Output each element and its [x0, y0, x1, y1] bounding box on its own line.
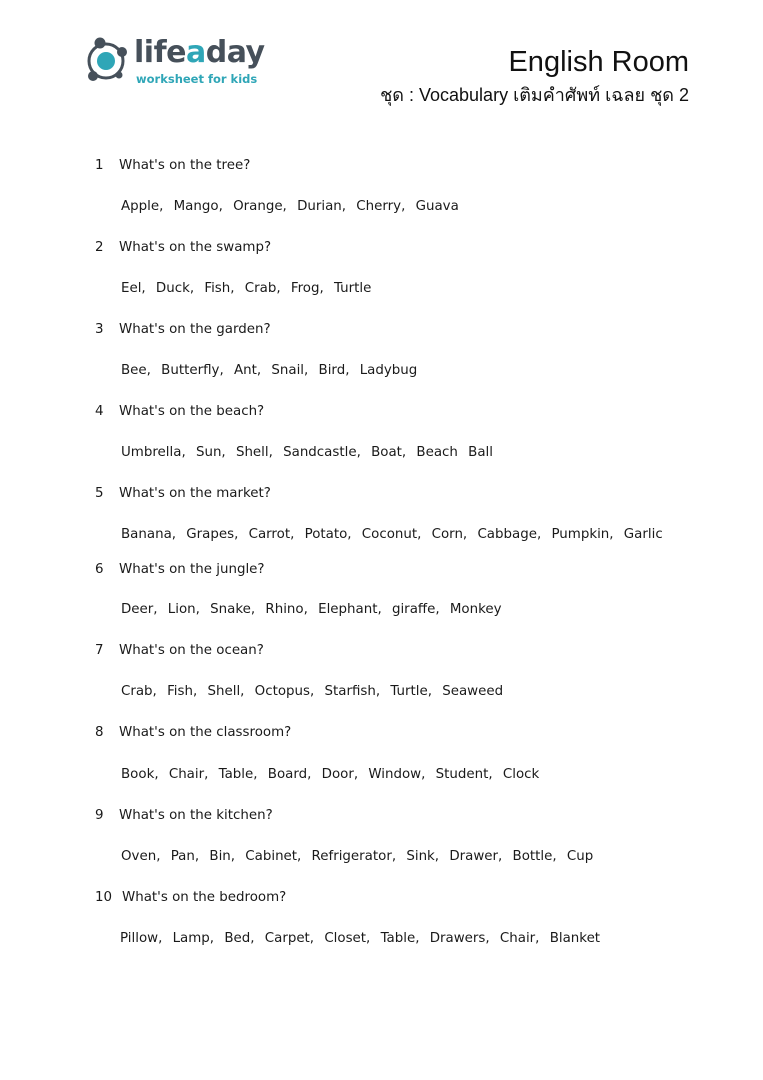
question-number: 1 — [95, 158, 104, 173]
answer-line: Deer, Lion, Snake, Rhino, Elephant, giraffe, Monkey — [121, 602, 502, 617]
question-number: 8 — [95, 725, 104, 740]
question-text: What's on the market? — [119, 486, 271, 501]
question-text: What's on the classroom? — [119, 725, 292, 740]
answer-line: Oven, Pan, Bin, Cabinet, Refrigerator, Sink, Drawer, Bottle, Cup — [121, 849, 594, 864]
question-text: What's on the beach? — [119, 404, 265, 419]
lifeaday-logo — [84, 34, 274, 90]
question-number: 5 — [95, 486, 104, 501]
question-text: What's on the tree? — [119, 158, 251, 173]
question-text: What's on the bedroom? — [122, 890, 287, 905]
logo-word-day: day — [205, 35, 265, 70]
answer-line: Book, Chair, Table, Board, Door, Window, Student, Clock — [121, 767, 540, 782]
answer-line: Apple, Mango, Orange, Durian, Cherry, Guava — [121, 199, 459, 214]
question-text: What's on the garden? — [119, 322, 271, 337]
question-text: What's on the jungle? — [119, 562, 265, 577]
answer-line: Bee, Butterfly, Ant, Snail, Bird, Ladybug — [121, 363, 418, 378]
answer-line: Crab, Fish, Shell, Octopus, Starfish, Turtle, Seaweed — [121, 684, 504, 699]
answer-line: Pillow, Lamp, Bed, Carpet, Closet, Table, Drawers, Chair, Blanket — [120, 931, 601, 946]
question-number: 9 — [95, 808, 104, 823]
molecule-logo-icon — [84, 36, 134, 86]
question-number: 7 — [95, 643, 104, 658]
question-number: 3 — [95, 322, 104, 337]
room-title: English Room — [508, 46, 689, 78]
answer-line: Banana, Grapes, Carrot, Potato, Coconut, Corn, Cabbage, Pumpkin, Garlic — [121, 527, 663, 542]
logo-wordmark — [134, 36, 265, 70]
question-number: 6 — [95, 562, 104, 577]
answer-line: Umbrella, Sun, Shell, Sandcastle, Boat, Beach Ball — [121, 445, 493, 460]
logo-word-a: a — [185, 35, 206, 70]
question-number: 10 — [95, 890, 113, 905]
question-text: What's on the swamp? — [119, 240, 272, 255]
question-text: What's on the ocean? — [119, 643, 264, 658]
logo-word-life: life — [134, 35, 186, 70]
logo-tagline: worksheet for kids — [136, 72, 258, 86]
set-title: ชุด : Vocabulary เติมคำศัพท์ เฉลย ชุด 2 — [380, 85, 689, 105]
question-text: What's on the kitchen? — [119, 808, 273, 823]
question-number: 2 — [95, 240, 104, 255]
answer-line: Eel, Duck, Fish, Crab, Frog, Turtle — [121, 281, 372, 296]
question-number: 4 — [95, 404, 104, 419]
